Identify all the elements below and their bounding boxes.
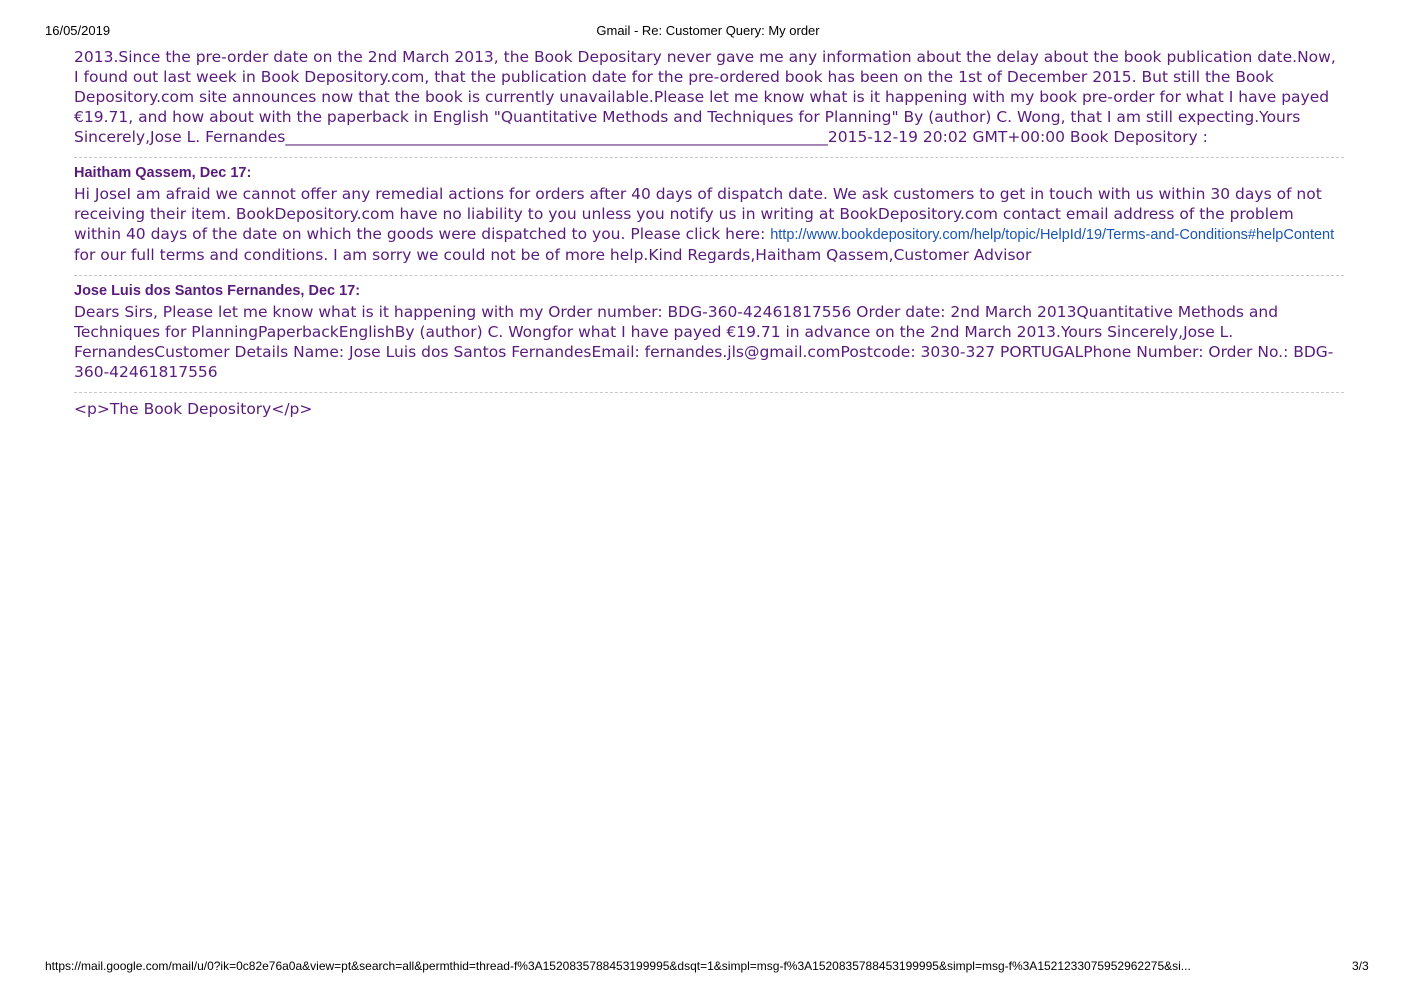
footer-url: https://mail.google.com/mail/u/0?ik=0c82e76a0a&view=pt&search=all&permthid=thread-f%3A1520835788453199995&dsqt=1&simpl=msg-f%3A1520835788453199995&simpl=msg-f%3A1521233075952962275&si...: [45, 959, 1191, 973]
page-number: 3/3: [1352, 959, 1369, 973]
email-thread: [74, 47, 1344, 419]
signature-text: <p>The Book Depository</p>: [74, 400, 313, 418]
message-body-part: for our full terms and conditions. I am sorry we could not be of more help.Kind Regards,Haitham Qassem,Customer Advisor: [74, 246, 1032, 264]
page-title: Gmail - Re: Customer Query: My order: [596, 23, 820, 38]
message-sender: Jose Luis dos Santos Fernandes, Dec 17:: [74, 283, 361, 299]
message-separator: [74, 157, 1344, 158]
message-jose: [74, 282, 1344, 382]
message-sender: Haitham Qassem, Dec 17:: [74, 165, 252, 181]
print-date: 16/05/2019: [45, 23, 111, 38]
message-separator: [74, 275, 1344, 276]
message-body: Dears Sirs, Please let me know what is it happening with my Order number: BDG-360-42461817556 Order date: 2nd March 2013Quantitative Methods and Techniques for PlanningPaperbackEnglishBy (author) C. Wongfor what I have payed €19.71 in advance on the 2nd March 2013.Yours Sincerely,Jose L. FernandesCustomer Details Name: Jose Luis dos Santos FernandesEmail: fernandes.jls@gmail.comPostcode: 3030-327 PORTUGALPhone Number: Order No.: BDG-360-42461817556: [74, 303, 1334, 381]
terms-link[interactable]: http://www.bookdepository.com/help/topic/HelpId/19/Terms-and-Conditions#helpContent: [770, 227, 1335, 243]
message-haitham: [74, 164, 1344, 265]
message-body-part: Hi JoseI am afraid we cannot offer any remedial actions for orders after 40 days of dispatch date. We ask customers to get in touch with us within 30 days of not receiving their item. BookDepository.com have no liability to you unless you notify us in writing at BookDepository.com contact email address of the problem within 40 days of the date on which the goods were dispatched to you. Please click here:: [74, 185, 1322, 243]
quoted-message-text: 2013.Since the pre-order date on the 2nd March 2013, the Book Depositary never gave me any information about the delay about the book publication date.Now, I found out last week in Book Depository.com, that the publication date for the pre-ordered book has been on the 1st of December 2015. But still the Book Depository.com site announces now that the book is currently unavailable.Please let me know what is it happening with my book pre-order for what I have payed €19.71, and how about with the paperback in English "Quantitative Methods and Techniques for Planning" By (author) C. Wong, that I am still expecting.Yours Sincerely,Jose L. Fernandes______________________________________________________________________2015-12-19 20:02 GMT+00:00 Book Depository :: [74, 48, 1336, 146]
message-separator: [74, 392, 1344, 393]
message-body: [74, 184, 1344, 265]
